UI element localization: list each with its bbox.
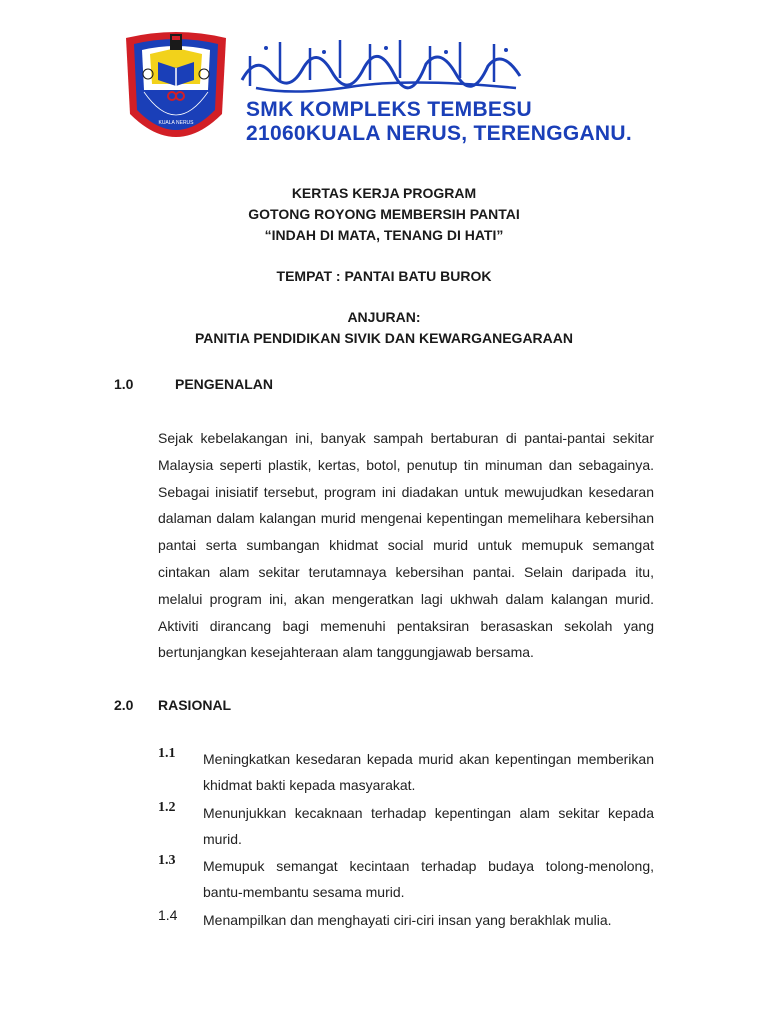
- school-name: SMK KOMPLEKS TEMBESU: [246, 98, 533, 121]
- section-2-title: RASIONAL: [158, 697, 232, 713]
- list-item-text: Menampilkan dan menghayati ciri-ciri insan yang berakhlak mulia.: [203, 912, 612, 928]
- title-line-2: GOTONG ROYONG MEMBERSIH PANTAI: [248, 206, 520, 222]
- section-2-number: 2.0: [114, 697, 134, 713]
- list-item-number: 1.4: [158, 907, 178, 923]
- list-item-number: 1.2: [158, 800, 176, 815]
- list-item-text: Menunjukkan kecaknaan terhadap kepentingan alam sekitar kepada murid.: [203, 805, 654, 847]
- section-1-title: PENGENALAN: [175, 376, 274, 392]
- list-item-text: Meningkatkan kesedaran kepada murid akan kepentingan memberikan khidmat bakti kepada masyarakat.: [203, 751, 654, 793]
- section-1-body: Sejak kebelakangan ini, banyak sampah bertaburan di pantai-pantai sekitar Malaysia seperti plastik, kertas, botol, penutup tin minuman dan sebagainya. Sebagai inisiatif tersebut, program ini diadakan untuk mewujudkan kesedaran dalaman dalam kalangan murid mengenai kepentingan memelihara kebersihan pantai serta sumbangan khidmat social murid untuk memupuk semangat cintakan alam sekitar terutamnaya kebersihan pantai. Selain daripada itu, melalui program ini, akan mengeratkan lagi ukhwah dalam kalangan murid. Aktiviti dirancang bagi memenuhi pentaksiran berasaskan sekolah yang bertunjangkan kesejahteraan alam tanggungjawab bersama.: [158, 430, 654, 661]
- list-item-number: 1.3: [158, 853, 176, 868]
- school-crest-logo: [120, 28, 232, 164]
- venue-line: TEMPAT : PANTAI BATU BUROK: [276, 268, 492, 284]
- title-line-3: “INDAH DI MATA, TENANG DI HATI”: [264, 227, 504, 243]
- section-1-number: 1.0: [114, 376, 134, 392]
- title-line-1: KERTAS KERJA PROGRAM: [291, 185, 477, 201]
- organizer-name: PANITIA PENDIDIKAN SIVIK DAN KEWARGANEGARAAN: [194, 330, 573, 346]
- list-item-number: 1.1: [158, 746, 176, 761]
- organizer-label: ANJURAN:: [347, 309, 421, 325]
- school-address: 21060KUALA NERUS, TERENGGANU.: [246, 122, 632, 145]
- list-item-text: Memupuk semangat kecintaan terhadap budaya tolong-menolong, bantu-membantu sesama murid.: [203, 858, 654, 900]
- svg-text:KUALA NERUS: KUALA NERUS: [158, 120, 194, 126]
- jawi-calligraphy-logo: [236, 34, 526, 96]
